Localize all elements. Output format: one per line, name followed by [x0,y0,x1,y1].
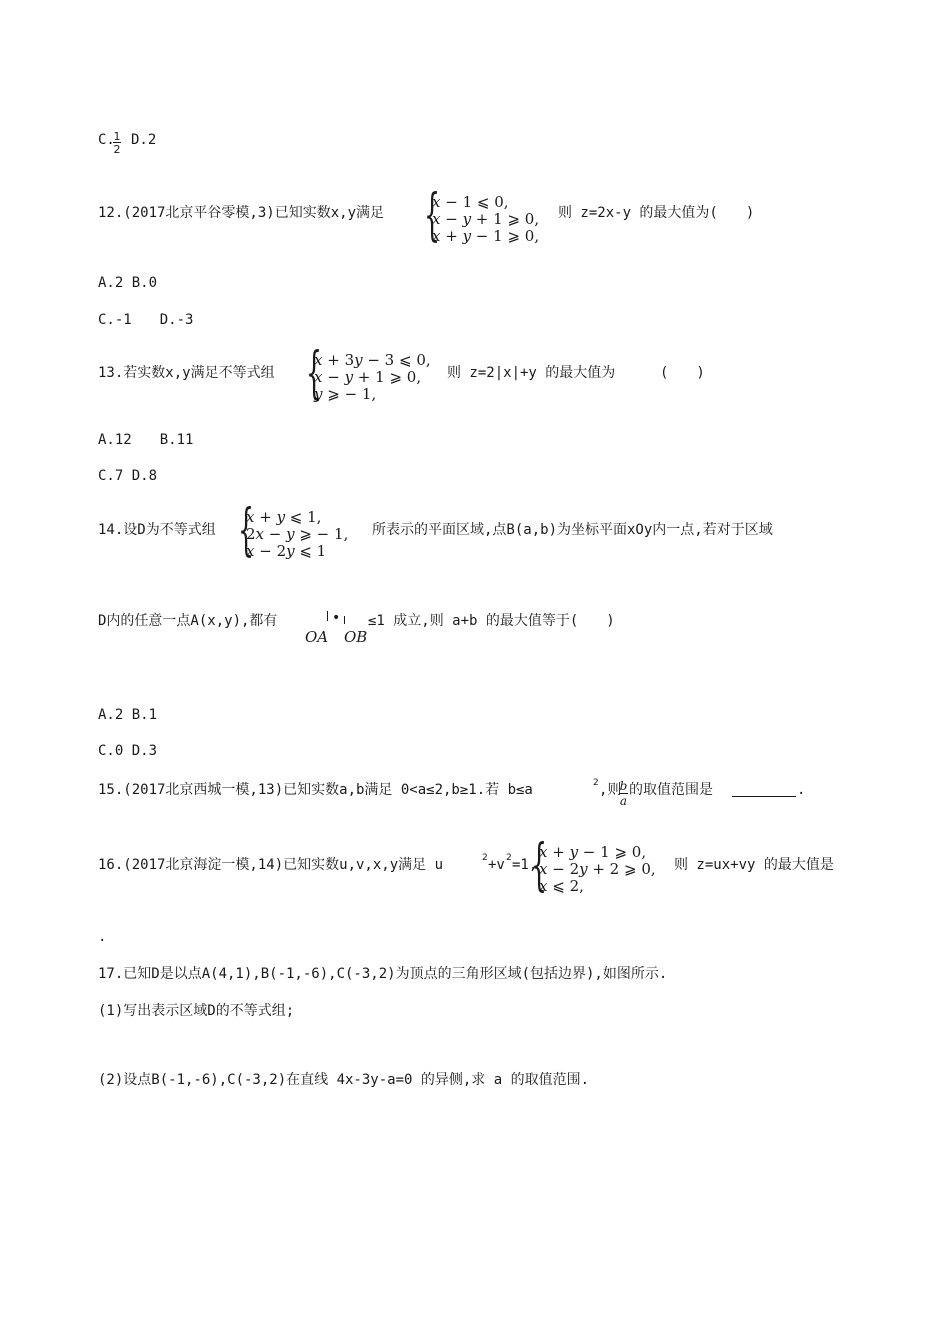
left-brace: { [424,183,441,248]
q12-options-cd: C.-1 D.-3 [98,312,194,328]
q11-option-c-fraction [113,131,121,156]
q12-options-ab: A.2 B.0 [98,275,158,291]
system-row: 𝑥 − 1 ⩽ 0, [432,193,509,211]
q14-line2-start: D内的任意一点A(x,y),都有 [98,613,278,629]
system-row: 𝑥 + 3𝑦 − 3 ⩽ 0, [314,351,431,369]
q12-stem: 12.(2017北京平谷零模,3)已知实数x,y满足 [98,205,385,221]
vector-arrow-mark [327,611,328,621]
fraction-denominator: a [619,794,628,808]
q14-stem: 14.设D为不等式组 [98,522,216,538]
left-brace: { [238,498,255,563]
q14-options-cd: C.0 D.3 [98,743,158,759]
vector-oa: 𝑂𝐴 [305,628,329,646]
fraction-numerator: b [619,779,628,793]
q13-answer-paren: ( ) [660,365,705,381]
system-row: 𝑥 − 𝑦 + 1 ⩾ 0, [432,210,540,228]
q16-inequality-system [531,833,671,898]
system-row: 𝑥 + 𝑦 − 1 ⩾ 0, [539,843,647,861]
q13-options-cd: C.7 D.8 [98,468,158,484]
system-row: 𝑥 + 𝑦 ⩽ 1, [246,508,322,526]
q12-inequality-system [424,183,556,248]
vector-arrow-mark [344,616,345,624]
q13-stem: 13.若实数x,y满足不等式组 [98,365,275,381]
q11-option-d: D.2 [131,132,157,148]
left-brace: { [306,341,323,406]
fraction-numerator: 1 [113,130,121,143]
q15-question-tail: 的取值范围是 [629,782,713,798]
q14-line2-end: ≤1 成立,则 a+b 的最大值等于( ) [368,613,615,629]
q17-part-1: (1)写出表示区域D的不等式组; [98,1003,295,1019]
system-row: 𝑥 − 2𝑦 ⩽ 1 [246,542,327,560]
q16-end-period: . [98,929,107,945]
system-row: 𝑥 + 𝑦 − 1 ⩾ 0, [432,227,540,245]
q13-inequality-system [306,341,446,406]
dot-product-symbol: • [332,610,341,626]
q15-stem: 15.(2017北京西城一模,13)已知实数a,b满足 0<a≤2,b≥1.若 b≤a [98,782,533,798]
system-row: 𝑥 ⩽ 2, [539,877,584,895]
q14-options-ab: A.2 B.1 [98,707,158,723]
left-brace: { [531,833,548,898]
q17-part-2: (2)设点B(-1,-6),C(-3,2)在直线 4x-3y-a=0 的异侧,求 a 的取值范围. [98,1072,590,1088]
q15-end-period: . [797,782,806,798]
q15-fraction-b-over-a [619,780,628,808]
system-row: 2𝑥 − 𝑦 ⩾ − 1, [246,525,349,543]
answer-blank[interactable] [732,796,796,797]
q15-then: ,则 [599,782,622,798]
q16-plus-v: +v [488,857,505,873]
superscript: 2 [482,853,488,863]
q14-inequality-system [238,498,372,563]
q14-question-tail: 所表示的平面区域,点B(a,b)为坐标平面xOy内一点,若对于区域 [372,522,773,538]
system-row: 𝑥 − 𝑦 + 1 ⩾ 0, [314,368,422,386]
vector-ob: 𝑂𝐵 [344,628,368,646]
q17-stem: 17.已知D是以点A(4,1),B(-1,-6),C(-3,2)为顶点的三角形区域(包括边界),如图所示. [98,966,668,982]
system-row: 𝑥 − 2𝑦 + 2 ⩾ 0, [539,860,656,878]
q16-question-tail: 则 z=ux+vy 的最大值是 [674,857,834,873]
system-row: 𝑦 ⩾ − 1, [314,385,377,403]
superscript: 2 [593,778,599,788]
fraction-denominator: 2 [113,143,121,156]
q16-equals-one: =1, [512,857,538,873]
q16-stem: 16.(2017北京海淀一模,14)已知实数u,v,x,y满足 u [98,857,444,873]
q12-question-tail: 则 z=2x-y 的最大值为( ) [558,205,755,221]
q11-option-c-label: C. [98,132,115,148]
q13-question-tail: 则 z=2|x|+y 的最大值为 [447,365,616,381]
q13-options-ab: A.12 B.11 [98,432,194,448]
superscript: 2 [506,853,512,863]
